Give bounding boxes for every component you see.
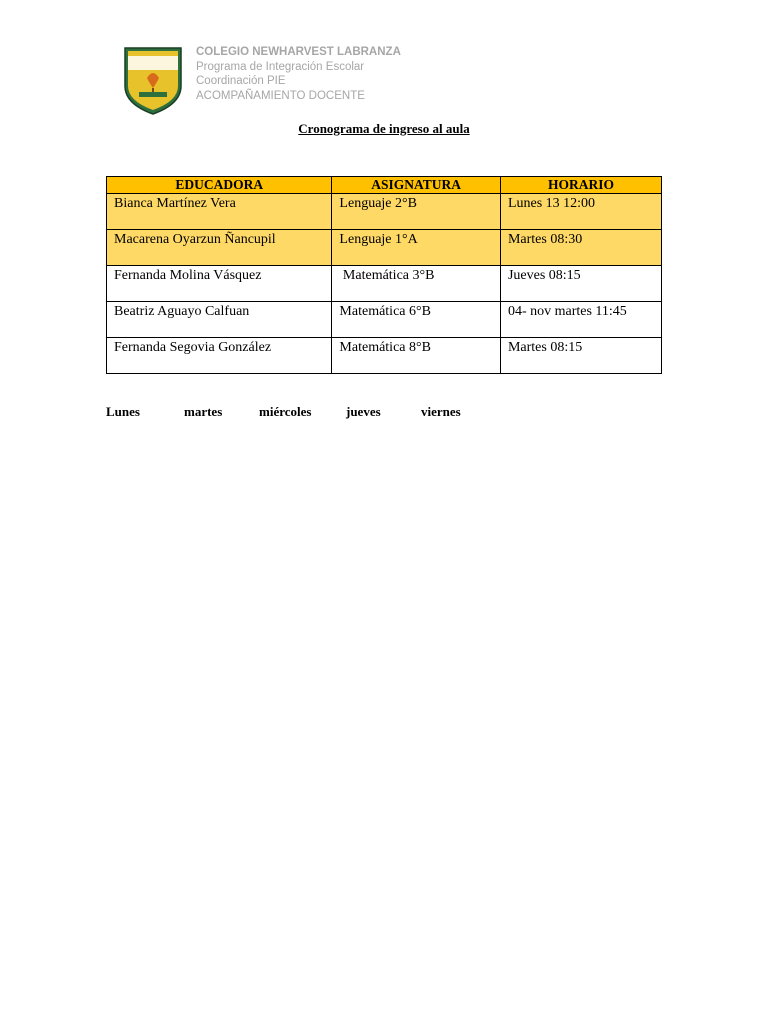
day-lunes: Lunes [106,404,140,419]
cell-horario: Jueves 08:15 [500,266,661,302]
cell-asignatura: Lenguaje 1°A [332,230,501,266]
cell-horario: Martes 08:15 [500,338,661,374]
cell-asignatura: Matemática 3°B [332,266,501,302]
cell-horario: Martes 08:30 [500,230,661,266]
table-row [107,194,662,230]
cell-horario: 04- nov martes 11:45 [500,302,661,338]
coordination-name: Coordinación PIE [196,75,286,87]
cell-educadora: Beatriz Aguayo Calfuan [107,302,332,338]
table-row [107,230,662,266]
day-miercoles: miércoles [259,404,312,419]
cell-asignatura: Matemática 6°B [332,302,501,338]
school-logo [123,46,183,116]
cell-educadora: Macarena Oyarzun Ñancupil [107,230,332,266]
document-title: Cronograma de ingreso al aula [298,121,470,136]
table-row [107,338,662,374]
cell-horario: Lunes 13 12:00 [500,194,661,230]
cell-asignatura: Matemática 8°B [332,338,501,374]
day-martes: martes [184,404,223,419]
table-header-row [107,177,662,194]
program-name: Programa de Integración Escolar [196,60,365,73]
school-name: COLEGIO NEWHARVEST LABRANZA [196,46,401,58]
header-horario: HORARIO [500,177,661,194]
cell-asignatura: Lenguaje 2°B [332,194,501,230]
header-asignatura: ASIGNATURA [332,177,501,194]
cell-educadora: Fernanda Molina Vásquez [107,266,332,302]
header-educadora: EDUCADORA [107,177,332,194]
school-header [196,45,401,103]
cell-educadora: Bianca Martínez Vera [107,194,332,230]
section-name: ACOMPAÑAMIENTO DOCENTE [196,89,365,102]
day-jueves: jueves [346,404,381,419]
table-row [107,302,662,338]
schedule-table [106,176,662,374]
table-row [107,266,662,302]
cell-educadora: Fernanda Segovia González [107,338,332,374]
day-viernes: viernes [421,404,461,419]
